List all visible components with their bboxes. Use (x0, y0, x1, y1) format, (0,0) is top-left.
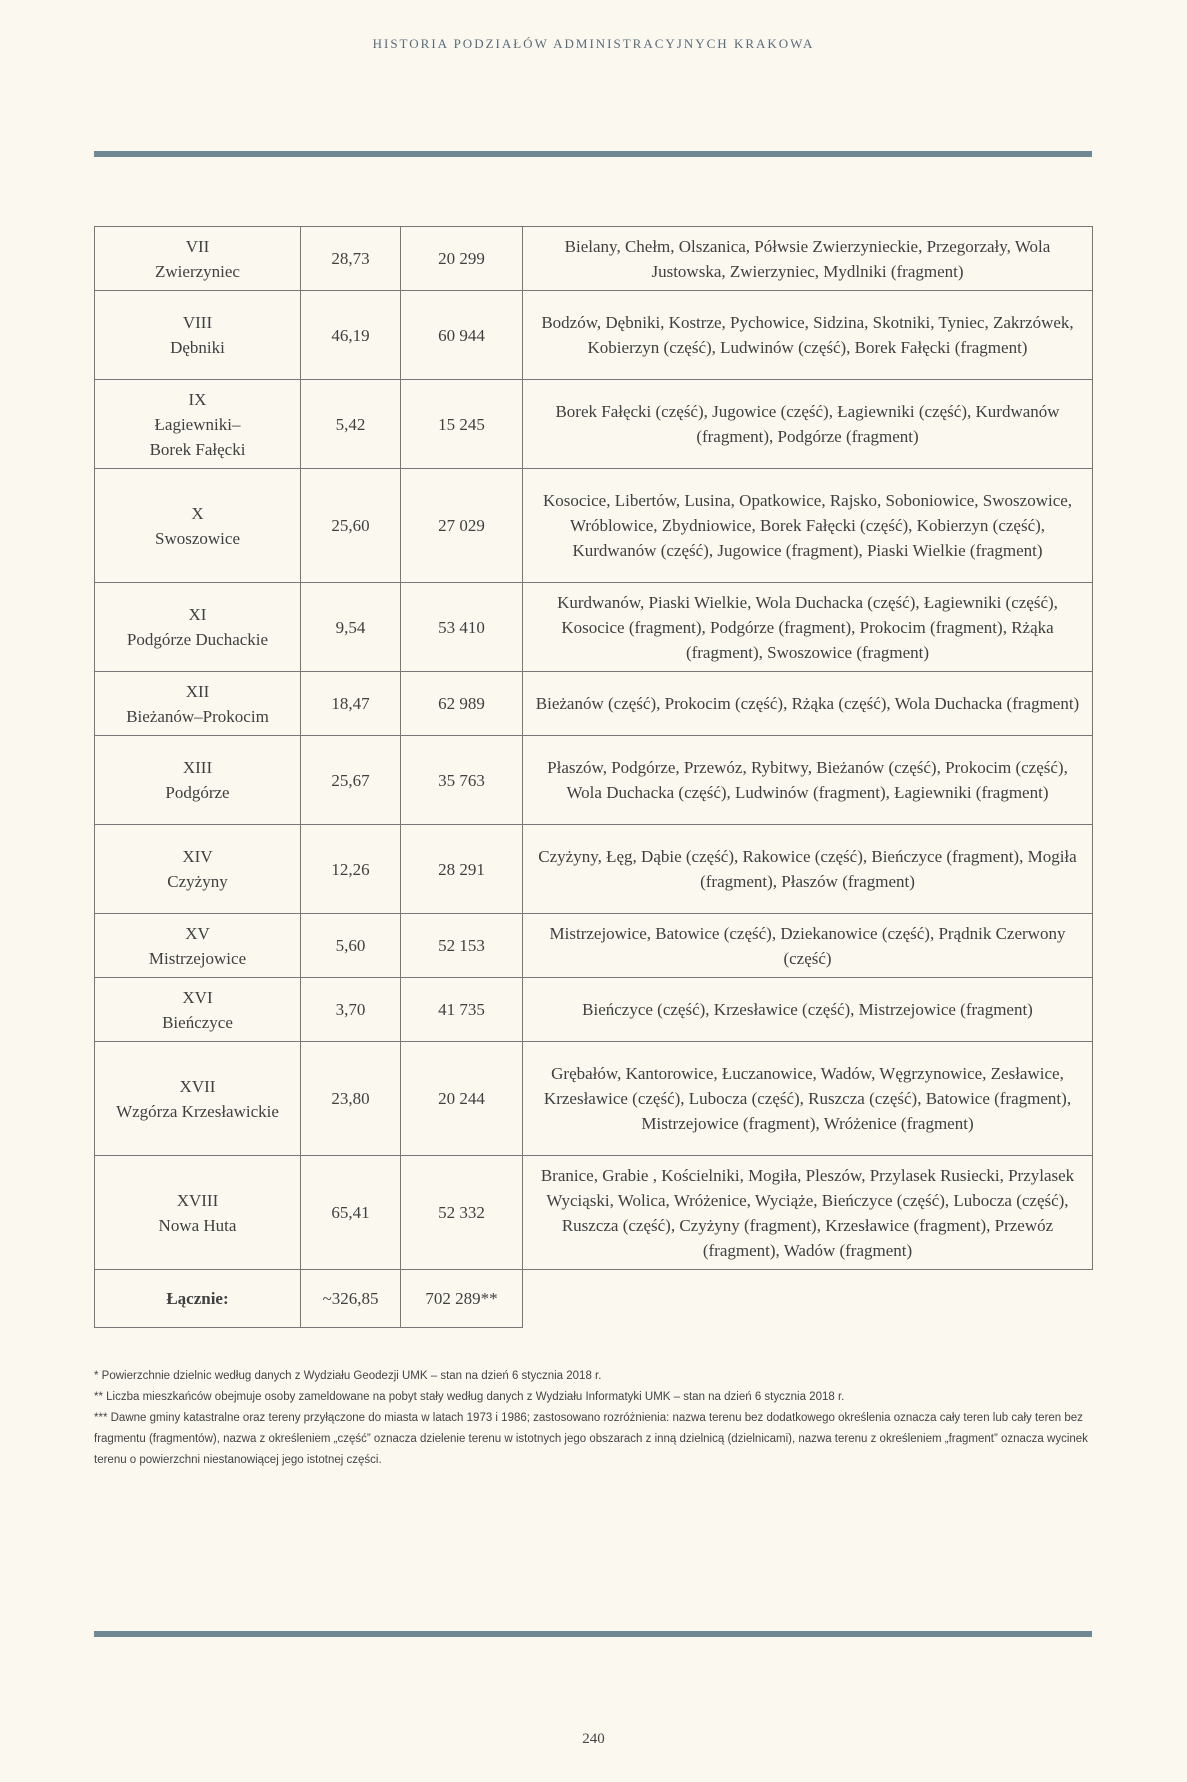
area-cell: 25,67 (301, 736, 401, 825)
district-numeral: XVII (179, 1076, 216, 1096)
district-numeral: XV (185, 923, 210, 943)
table-row (95, 825, 1093, 914)
area-cell: 3,70 (301, 978, 401, 1042)
areas-cell: Grębałów, Kantorowice, Łuczanowice, Wadów, Węgrzynowice, Zesławice, Krzesławice (część), Lubocza (część), Ruszcza (część), Batowice (fragment), Mistrzejowice (fragment), Wróżenice (fragment) (523, 1042, 1093, 1156)
district-name: Dębniki (170, 338, 225, 357)
district-numeral: VIII (182, 313, 213, 332)
district-name-cell (95, 583, 301, 672)
population-cell: 27 029 (401, 469, 523, 583)
district-name-cell (95, 825, 301, 914)
district-numeral: IX (188, 389, 207, 409)
population-cell: 35 763 (401, 736, 523, 825)
district-name: Swoszowice (155, 528, 240, 548)
areas-cell: Kosocice, Libertów, Lusina, Opatkowice, Rajsko, Soboniowice, Swoszowice, Wróblowice, Zbydniowice, Borek Fałęcki (część), Kobierzyn (część), Kurdwanów (część), Jugowice (fragment), Piaski Wielkie (fragment) (523, 469, 1093, 583)
district-name: Podgórze (165, 783, 230, 802)
areas-cell: Branice, Grabie , Kościelniki, Mogiła, Pleszów, Przylasek Rusiecki, Przylasek Wyciąski, Wolica, Wróżenice, Wyciąże, Bieńczyce (część), Lubocza (część), Ruszcza (część), Czyżyny (fragment), Krzesławice (fragment), Przewóz (fragment), Wadów (fragment) (523, 1156, 1093, 1270)
district-name: Mistrzejowice (148, 948, 247, 968)
table-row (95, 1156, 1093, 1270)
district-name-cell (95, 978, 301, 1042)
district-name-cell (95, 469, 301, 583)
area-cell: 18,47 (301, 672, 401, 736)
areas-cell: Kurdwanów, Piaski Wielkie, Wola Duchacka (część), Łagiewniki (część), Kosocice (fragment), Podgórze (fragment), Prokocim (fragment), Rżąka (fragment), Swoszowice (fragment) (523, 583, 1093, 672)
district-name: Bieżanów–Prokocim (126, 706, 269, 726)
district-name: Wzgórza Krzesławickie (116, 1101, 279, 1121)
district-name: Bieńczyce (162, 1012, 233, 1032)
area-cell: 9,54 (301, 583, 401, 672)
table-row (95, 736, 1093, 825)
population-cell: 15 245 (401, 380, 523, 469)
area-cell: 25,60 (301, 469, 401, 583)
population-cell: 20 299 (401, 227, 523, 291)
district-numeral: XI (188, 605, 207, 624)
table-row (95, 469, 1093, 583)
areas-cell: Bieńczyce (część), Krzesławice (część), Mistrzejowice (fragment) (523, 978, 1093, 1042)
table-row (95, 978, 1093, 1042)
area-cell: 46,19 (301, 291, 401, 380)
footnote: * Powierzchnie dzielnic według danych z Wydziału Geodezji UMK – stan na dzień 6 stycznia 2018 r. (94, 1370, 602, 1382)
total-population: 702 289** (401, 1270, 523, 1328)
table-row (95, 291, 1093, 380)
running-title: HISTORIA PODZIAŁÓW ADMINISTRACYJNYCH KRAKOWA (372, 36, 815, 51)
table-row (95, 380, 1093, 469)
areas-cell: Czyżyny, Łęg, Dąbie (część), Rakowice (część), Bieńczyce (fragment), Mogiła (fragment), Płaszów (fragment) (523, 825, 1093, 914)
district-numeral: XVIII (176, 1190, 219, 1210)
district-name-cell (95, 736, 301, 825)
footnotes (94, 1366, 1092, 1471)
population-cell: 52 332 (401, 1156, 523, 1270)
population-cell: 53 410 (401, 583, 523, 672)
population-cell: 60 944 (401, 291, 523, 380)
population-cell: 52 153 (401, 914, 523, 978)
district-name-cell (95, 914, 301, 978)
page-number: 240 (582, 1731, 605, 1747)
areas-cell: Bodzów, Dębniki, Kostrze, Pychowice, Sidzina, Skotniki, Tyniec, Zakrzówek, Kobierzyn (część), Ludwinów (część), Borek Fałęcki (fragment) (523, 291, 1093, 380)
district-numeral: XIII (182, 758, 213, 777)
district-name-cell (95, 1042, 301, 1156)
population-cell: 41 735 (401, 978, 523, 1042)
header-rule (94, 151, 1092, 157)
area-cell: 12,26 (301, 825, 401, 914)
district-name: Podgórze Duchackie (126, 630, 269, 649)
area-cell: 23,80 (301, 1042, 401, 1156)
population-cell: 28 291 (401, 825, 523, 914)
area-cell: 65,41 (301, 1156, 401, 1270)
district-numeral: XII (185, 681, 210, 701)
areas-cell: Mistrzejowice, Batowice (część), Dziekanowice (część), Prądnik Czerwony (część) (523, 914, 1093, 978)
population-cell: 62 989 (401, 672, 523, 736)
table-row (95, 672, 1093, 736)
areas-cell: Borek Fałęcki (część), Jugowice (część), Łagiewniki (część), Kurdwanów (fragment), Podgórze (fragment) (523, 380, 1093, 469)
footnote: ** Liczba mieszkańców obejmuje osoby zameldowane na pobyt stały według danych z Wydziału Informatyki UMK – stan na dzień 6 stycznia 2018 r. (94, 1391, 845, 1403)
areas-cell: Bielany, Chełm, Olszanica, Półwsie Zwierzynieckie, Przegorzały, Wola Justowska, Zwierzyniec, Mydlniki (fragment) (523, 227, 1093, 291)
area-cell: 5,60 (301, 914, 401, 978)
district-name-cell (95, 227, 301, 291)
total-label: Łącznie: (95, 1270, 301, 1328)
district-name-cell (95, 672, 301, 736)
district-numeral: X (191, 503, 204, 523)
district-numeral: VII (185, 236, 210, 256)
district-name-line-1: Łagiewniki– (154, 414, 241, 434)
table-row (95, 583, 1093, 672)
area-cell: 28,73 (301, 227, 401, 291)
population-cell: 20 244 (401, 1042, 523, 1156)
table-row (95, 227, 1093, 291)
district-name: Czyżyny (167, 872, 228, 891)
table-row (95, 1042, 1093, 1156)
total-empty-cell (523, 1270, 1093, 1328)
district-name-cell (95, 380, 301, 469)
footnote: *** Dawne gminy katastralne oraz tereny przyłączone do miasta w latach 1973 i 1986; zastosowano rozróżnienia: nazwa terenu bez dodatkowego określenia oznacza cały teren lub cały teren bez fragmentu (fragmentów), nazwa z określeniem „część” oznacza dzielenie terenu w istotnych jego obszarach z inną dzielnicą (dzielnicami), nazwa terenu z określeniem „fragment” oznacza wycinek terenu o powierzchni niestanowiącej jego istotnej części. (94, 1412, 1088, 1466)
footer-rule (94, 1631, 1092, 1637)
district-name: Zwierzyniec (155, 261, 240, 281)
districts-table (94, 226, 1093, 1328)
district-name-cell (95, 291, 301, 380)
total-area: ~326,85 (301, 1270, 401, 1328)
district-name: Nowa Huta (158, 1215, 237, 1235)
district-name-cell (95, 1156, 301, 1270)
total-row (95, 1270, 1093, 1328)
area-cell: 5,42 (301, 380, 401, 469)
areas-cell: Płaszów, Podgórze, Przewóz, Rybitwy, Bieżanów (część), Prokocim (część), Wola Duchacka (część), Ludwinów (fragment), Łagiewniki (fragment) (523, 736, 1093, 825)
areas-cell: Bieżanów (część), Prokocim (część), Rżąka (część), Wola Duchacka (fragment) (523, 672, 1093, 736)
district-name-line-2: Borek Fałęcki (149, 439, 246, 459)
table-row (95, 914, 1093, 978)
district-numeral: XIV (182, 847, 213, 866)
district-numeral: XVI (182, 987, 213, 1007)
